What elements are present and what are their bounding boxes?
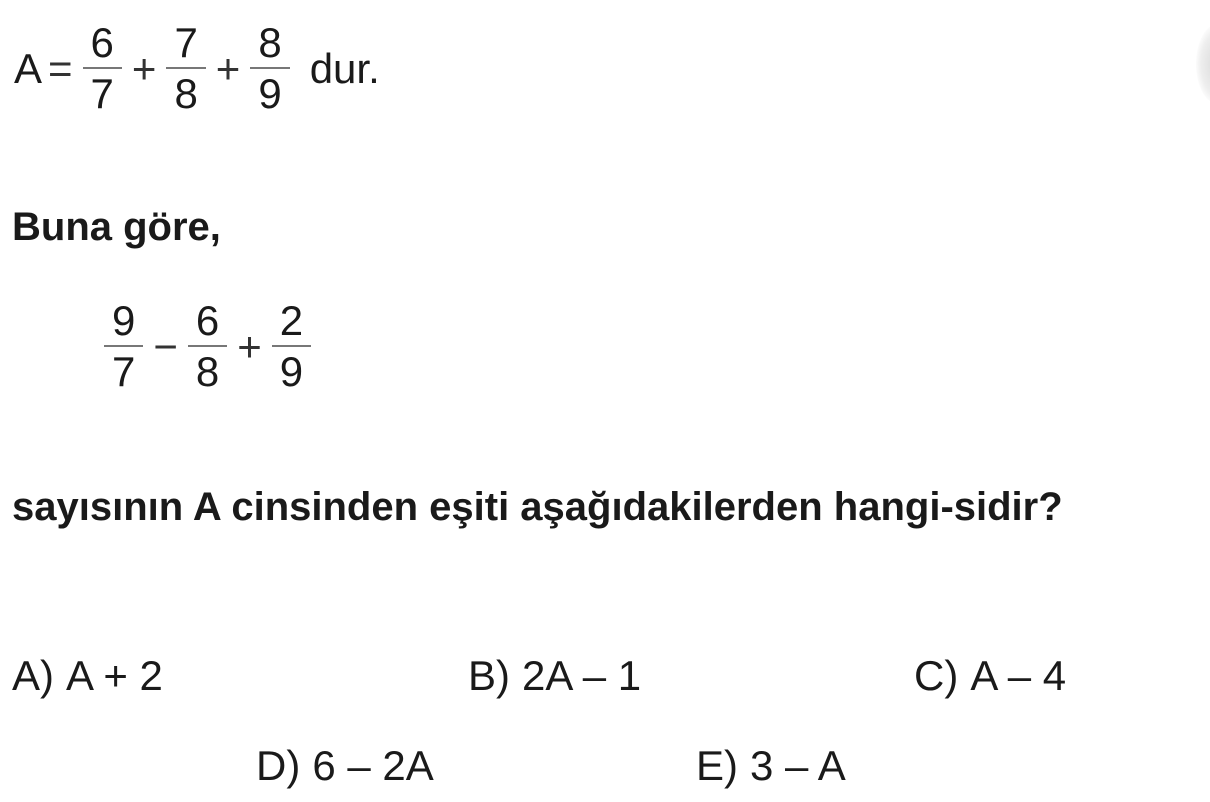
fraction-bar (166, 67, 205, 69)
denominator: 8 (195, 348, 220, 395)
denominator: 8 (174, 70, 198, 117)
option-letter: C) (914, 652, 959, 699)
fraction-bar (250, 67, 289, 69)
fraction-2-9 (272, 297, 311, 395)
option-letter: D) (256, 742, 301, 789)
given-equation (14, 19, 380, 117)
plus-sign: + (215, 44, 241, 92)
target-expression (100, 297, 315, 395)
option-letter: E) (696, 742, 738, 789)
option-text: 6 – 2A (312, 742, 434, 789)
denominator: 7 (112, 348, 136, 395)
numerator: 6 (195, 297, 220, 344)
numerator: 7 (174, 19, 198, 66)
fraction-bar (83, 67, 122, 69)
page-edge-shadow (1196, 24, 1210, 104)
denominator: 7 (90, 70, 114, 117)
plus-sign: + (237, 322, 262, 370)
option-d[interactable] (256, 742, 434, 790)
option-text: A + 2 (66, 652, 163, 699)
option-text: 3 – A (750, 742, 846, 789)
plus-sign: + (131, 44, 157, 92)
fraction-9-7 (104, 297, 143, 395)
variable-a: A (14, 44, 43, 92)
question-text: sayısının A cinsinden eşiti aşağıdakilerden hangi-sidir? (12, 485, 1063, 529)
numerator: 9 (112, 297, 136, 344)
fraction-bar (188, 345, 227, 347)
equals-sign: = (48, 44, 73, 92)
fraction-bar (272, 345, 311, 347)
numerator: 2 (279, 297, 304, 344)
numerator: 8 (258, 19, 282, 66)
option-a[interactable] (12, 652, 163, 700)
fraction-7-8 (166, 19, 205, 117)
denominator: 9 (258, 70, 282, 117)
option-b[interactable] (468, 652, 641, 700)
minus-sign: − (153, 322, 178, 370)
heading: Buna göre, (12, 205, 221, 249)
option-c[interactable] (914, 652, 1066, 700)
denominator: 9 (279, 348, 304, 395)
suffix-text: dur. (309, 44, 380, 92)
option-e[interactable] (696, 742, 846, 790)
fraction-6-7 (83, 19, 122, 117)
option-letter: A) (12, 652, 54, 699)
numerator: 6 (90, 19, 114, 66)
fraction-8-9 (250, 19, 289, 117)
fraction-6-8 (188, 297, 227, 395)
option-text: 2A – 1 (522, 652, 642, 699)
fraction-bar (104, 345, 143, 347)
option-letter: B) (468, 652, 510, 699)
option-text: A – 4 (970, 652, 1067, 699)
